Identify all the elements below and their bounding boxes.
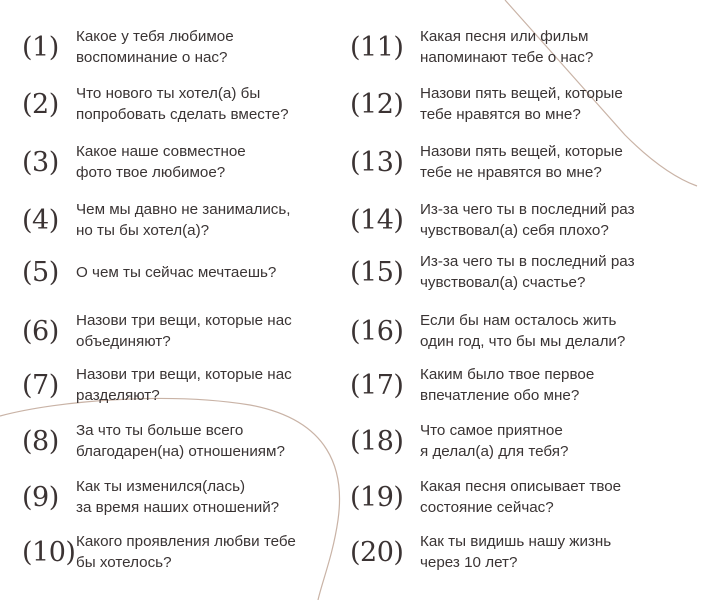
question-number: (3) [22,146,59,178]
question-line: Чем мы давно не занимались, [76,201,291,218]
question-line: через 10 лет? [420,554,518,571]
question-item [22,417,285,465]
question-text [76,26,234,68]
question-number: (17) [350,369,404,401]
question-item [22,138,246,186]
question-line: бы хотелось? [76,554,172,571]
question-line: Назови три вещи, которые нас [76,366,292,383]
question-number: (2) [22,88,59,120]
question-number: (8) [22,425,59,457]
question-number: (18) [350,425,404,457]
question-text [76,310,292,352]
question-number: (11) [350,31,404,63]
question-number: (7) [22,369,59,401]
question-text [420,476,621,518]
question-item [22,196,291,244]
question-line: напоминают тебе о нас? [420,49,594,66]
question-line: фото твое любимое? [76,164,226,181]
question-number: (12) [350,88,404,120]
question-line: чувствовал(а) себя плохо? [420,222,609,239]
question-number: (4) [22,204,59,236]
question-line: Какая песня описывает твое [420,478,622,495]
question-line: благодарен(на) отношениям? [76,443,285,460]
question-text [420,251,635,293]
question-line: впечатление обо мне? [420,387,580,404]
question-text [420,310,625,352]
question-line: Какая песня или фильм [420,28,589,45]
question-number: (9) [22,481,59,513]
question-item [350,307,625,355]
question-line: Что нового ты хотел(а) бы [76,85,261,102]
question-item [350,138,623,186]
question-number: (20) [350,536,404,568]
question-line: О чем ты сейчас мечтаешь? [76,263,277,281]
question-text [420,364,594,406]
question-text [76,199,291,241]
question-item [350,528,611,576]
question-item [22,528,296,576]
question-line: За что ты больше всего [76,422,244,439]
question-line: Если бы нам осталось жить [420,312,617,329]
question-text [76,83,289,125]
question-number: (10) [22,536,76,568]
question-text [420,531,611,573]
question-line: воспоминание о нас? [76,49,228,66]
question-line: разделяют? [76,387,160,404]
question-line: Какое наше совместное [76,143,246,160]
question-item [350,248,635,296]
question-line: чувствовал(а) счастье? [420,274,586,291]
question-item [22,248,276,296]
question-line: но ты бы хотел(а)? [76,222,210,239]
question-item [22,473,279,521]
question-line: Из-за чего ты в последний раз [420,253,635,270]
question-text [76,141,246,183]
question-line: за время наших отношений? [76,499,280,516]
question-number: (13) [350,146,404,178]
question-item [22,80,289,128]
question-number: (6) [22,315,59,347]
question-item [350,23,593,71]
question-line: Назови пять вещей, которые [420,143,623,160]
question-line: объединяют? [76,333,171,350]
question-text [420,26,593,68]
question-text [76,531,296,573]
question-number: (1) [22,31,59,63]
question-item [350,80,623,128]
question-line: Как ты изменился(лась) [76,478,246,495]
question-number: (15) [350,256,404,288]
question-item [350,361,594,409]
question-text [76,364,292,406]
question-text [76,476,279,518]
question-line: Назови пять вещей, которые [420,85,623,102]
question-item [350,473,621,521]
question-item [22,361,292,409]
question-item [350,196,635,244]
question-item [22,23,234,71]
question-line: тебе нравятся во мне? [420,106,581,123]
question-text [420,199,635,241]
question-text [76,262,276,283]
question-text [420,83,623,125]
question-line: Какого проявления любви тебе [76,533,296,550]
question-line: попробовать сделать вместе? [76,106,289,123]
question-line: Из-за чего ты в последний раз [420,201,635,218]
question-line: один год, что бы мы делали? [420,333,626,350]
question-number: (19) [350,481,404,513]
question-number: (5) [22,256,59,288]
question-number: (16) [350,315,404,347]
question-line: Что самое приятное [420,422,563,439]
question-line: Каким было твое первое [420,366,595,383]
question-line: Как ты видишь нашу жизнь [420,533,612,550]
question-number: (14) [350,204,404,236]
question-text [76,420,285,462]
question-line: Назови три вещи, которые нас [76,312,292,329]
question-line: тебе не нравятся во мне? [420,164,602,181]
question-line: состояние сейчас? [420,499,554,516]
question-line: я делал(а) для тебя? [420,443,569,460]
question-text [420,141,623,183]
question-text [420,420,568,462]
question-item [350,417,568,465]
question-item [22,307,292,355]
question-line: Какое у тебя любимое [76,28,234,45]
